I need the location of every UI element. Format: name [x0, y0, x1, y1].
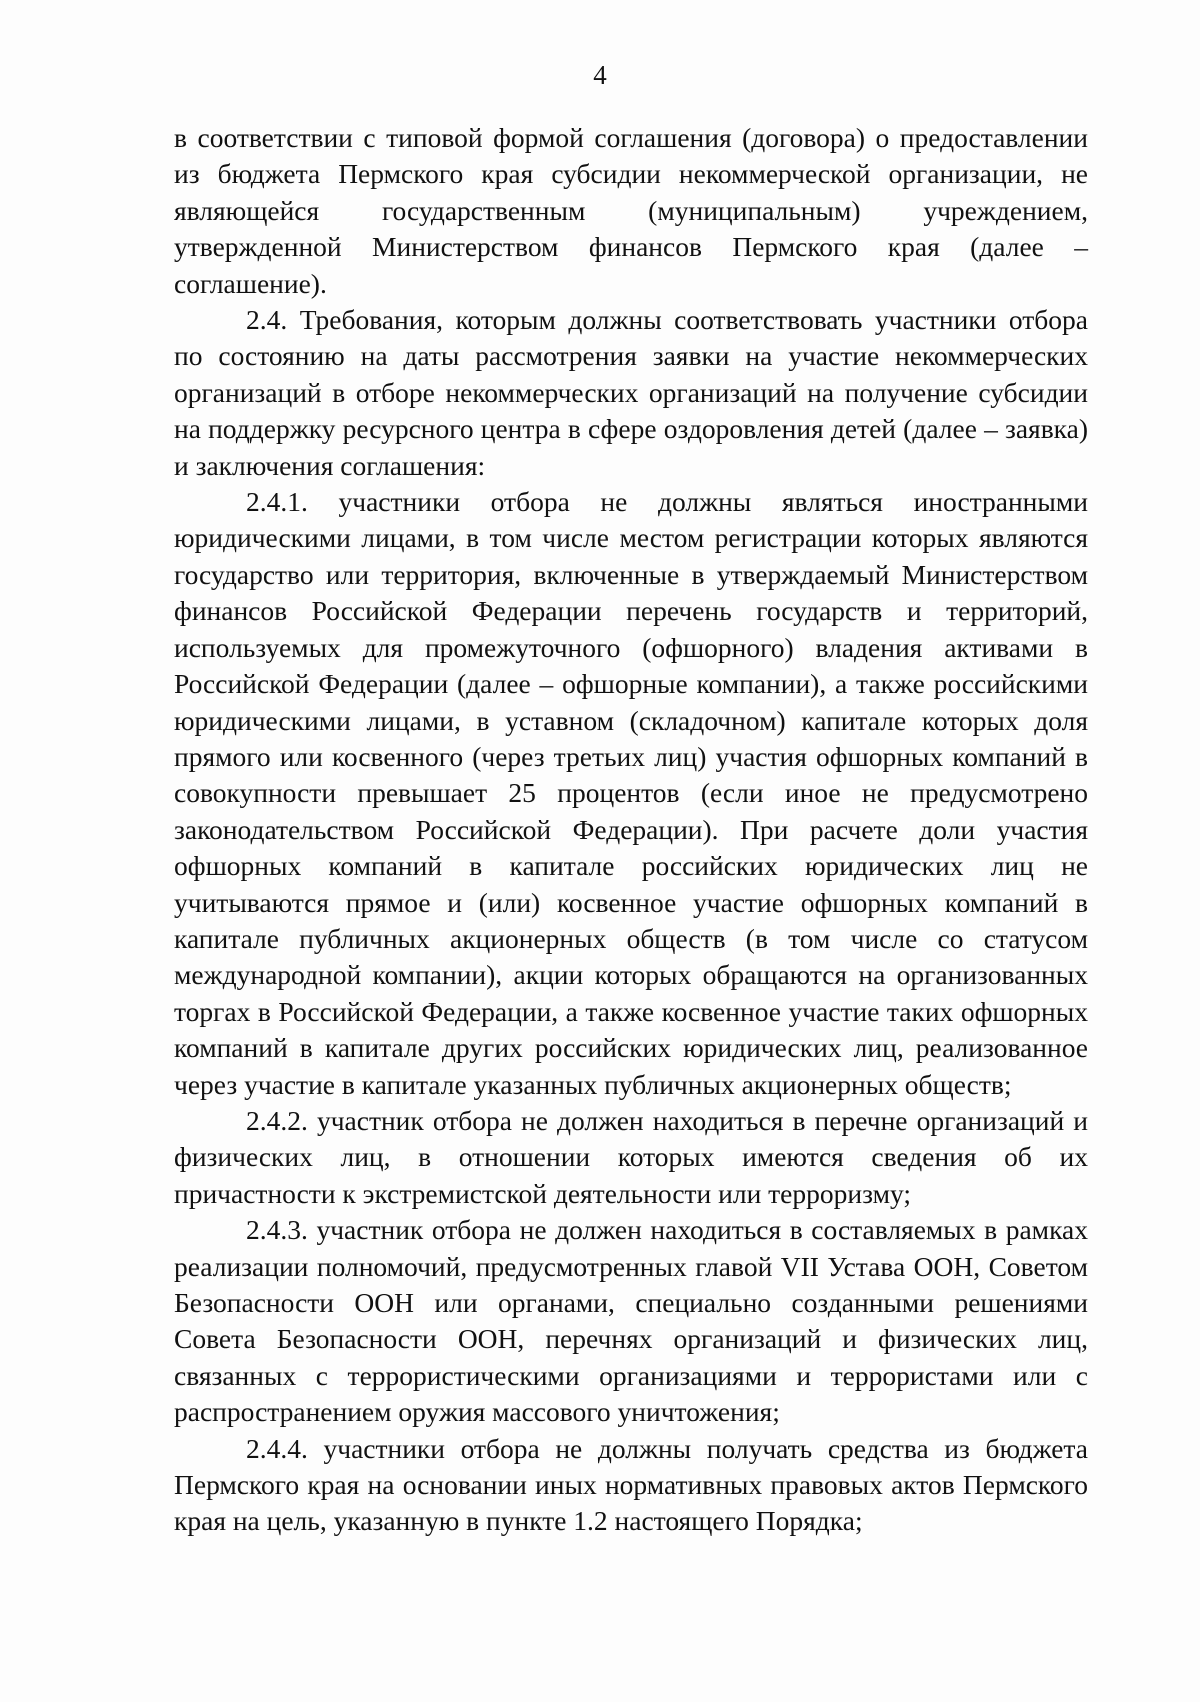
- paragraph-2-4-4: 2.4.4. участники отбора не должны получать средства из бюджета Пермского края на основании иных нормативных правовых актов Пермского края на цель, указанную в пункте 1.2 настоящего Порядка;: [174, 1432, 1088, 1537]
- paragraph-2-4: 2.4. Требования, которым должны соответствовать участники отбора по состоянию на даты рассмотрения заявки на участие некоммерческих организаций в отборе некоммерческих организаций на получение субсидии на поддержку ресурсного центра в сфере оздоровления детей (далее – заявка) и заключения соглашения:: [174, 304, 1088, 481]
- page-number: 4: [593, 60, 607, 90]
- paragraph-continuation: в соответствии с типовой формой соглашения (договора) о предоставлении из бюджета Пермского края субсидии некоммерческой организации, не являющейся государственным (муниципальным) учреждением, утвержденной Министерством финансов Пермского края (далее – соглашение).: [174, 122, 1088, 299]
- paragraph-2-4-1: 2.4.1. участники отбора не должны являться иностранными юридическими лицами, в том числе местом регистрации которых являются государство или территория, включенные в утверждаемый Министерством финансов Российской Федерации перечень государств и территорий, используемых для промежуточного (офшорного) владения активами в Российской Федерации (далее – офшорные компании), а также российскими юридическими лицами, в уставном (складочном) капитале которых доля прямого или косвенного (через третьих лиц) участия офшорных компаний в совокупности превышает 25 процентов (если иное не предусмотрено законодательством Российской Федерации). При расчете доли участия офшорных компаний в капитале российских юридических лиц не учитываются прямое и (или) косвенное участие офшорных компаний в капитале публичных акционерных обществ (в том числе со статусом международной компании), акции которых обращаются на организованных торгах в Российской Федерации, а также косвенное участие таких офшорных компаний в капитале других российских юридических лиц, реализованное через участие в капитале указанных публичных акционерных обществ;: [174, 486, 1088, 1100]
- paragraph-2-4-3: 2.4.3. участник отбора не должен находиться в составляемых в рамках реализации полномочий, предусмотренных главой VII Устава ООН, Советом Безопасности ООН или органами, специально созданными решениями Совета Безопасности ООН, перечнях организаций и физических лиц, связанных с террористическими организациями и террористами или с распространением оружия массового уничтожения;: [174, 1214, 1088, 1428]
- paragraph-2-4-2: 2.4.2. участник отбора не должен находиться в перечне организаций и физических лиц, в отношении которых имеются сведения об их причастности к экстремистской деятельности или терроризму;: [174, 1104, 1088, 1209]
- document-body: [174, 120, 1088, 1540]
